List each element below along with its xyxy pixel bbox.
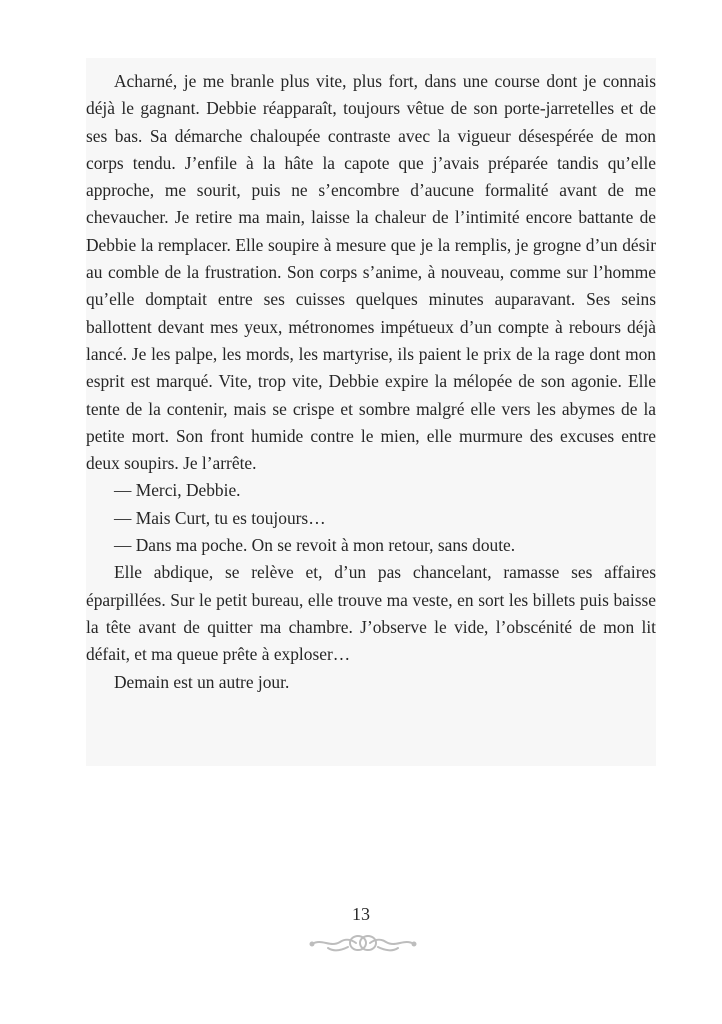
dialogue-line: — Dans ma poche. On se revoit à mon retour, sans doute. [114, 535, 516, 556]
paragraph: Acharné, je me branle plus vite, plus fort, dans une course dont je connais déjà le gagnant. Debbie réapparaît, toujours vêtue de son porte-jarretelles et de ses bas. Sa démarche chaloupée contraste avec la vigueur désespérée de mon corps tendu. J’enfile à la hâte la capote que j’avais préparée tandis qu’elle approche, me sourit, puis ne s’encombre d’aucune formalité avant de me chevaucher. Je retire ma main, laisse la chaleur de l’intimité encore battante de Debbie la remplacer. Elle soupire à mesure que je la remplis, je grogne d’un désir au comble de la frustration. Son corps s’anime, à nouveau, comme sur l’homme qu’elle domptait entre ses cuisses quelques minutes auparavant. Ses seins ballottent devant mes yeux, métronomes impétueux d’un compte à rebours déjà lancé. Je les palpe, les mords, les martyrise, ils paient le prix de la rage dont mon esprit est marqué. Vite, trop vite, Debbie expire la mélopée de son agonie. Elle tente de la contenir, mais se crispe et sombre malgré elle vers les abymes de la petite mort. Son front humide contre le mien, elle murmure des excuses entre deux soupirs. Je l’arrête. [86, 71, 656, 474]
paragraph: Elle abdique, se relève et, d’un pas chancelant, ramasse ses affaires éparpillées. Sur le petit bureau, elle trouve ma veste, en sort les billets puis baisse la tête avant de quitter ma chambre. J’observe le vide, l’obscénité de mon lit défait, et ma queue prête à exploser… [86, 562, 656, 665]
page-number: 13 [352, 904, 370, 924]
closing-line: Demain est un autre jour. [114, 671, 290, 692]
dialogue-line: — Mais Curt, tu es toujours… [114, 507, 326, 528]
body-text-block [86, 58, 656, 766]
dialogue-line: — Merci, Debbie. [114, 480, 241, 501]
decorative-scroll-ornament-icon [308, 930, 418, 956]
